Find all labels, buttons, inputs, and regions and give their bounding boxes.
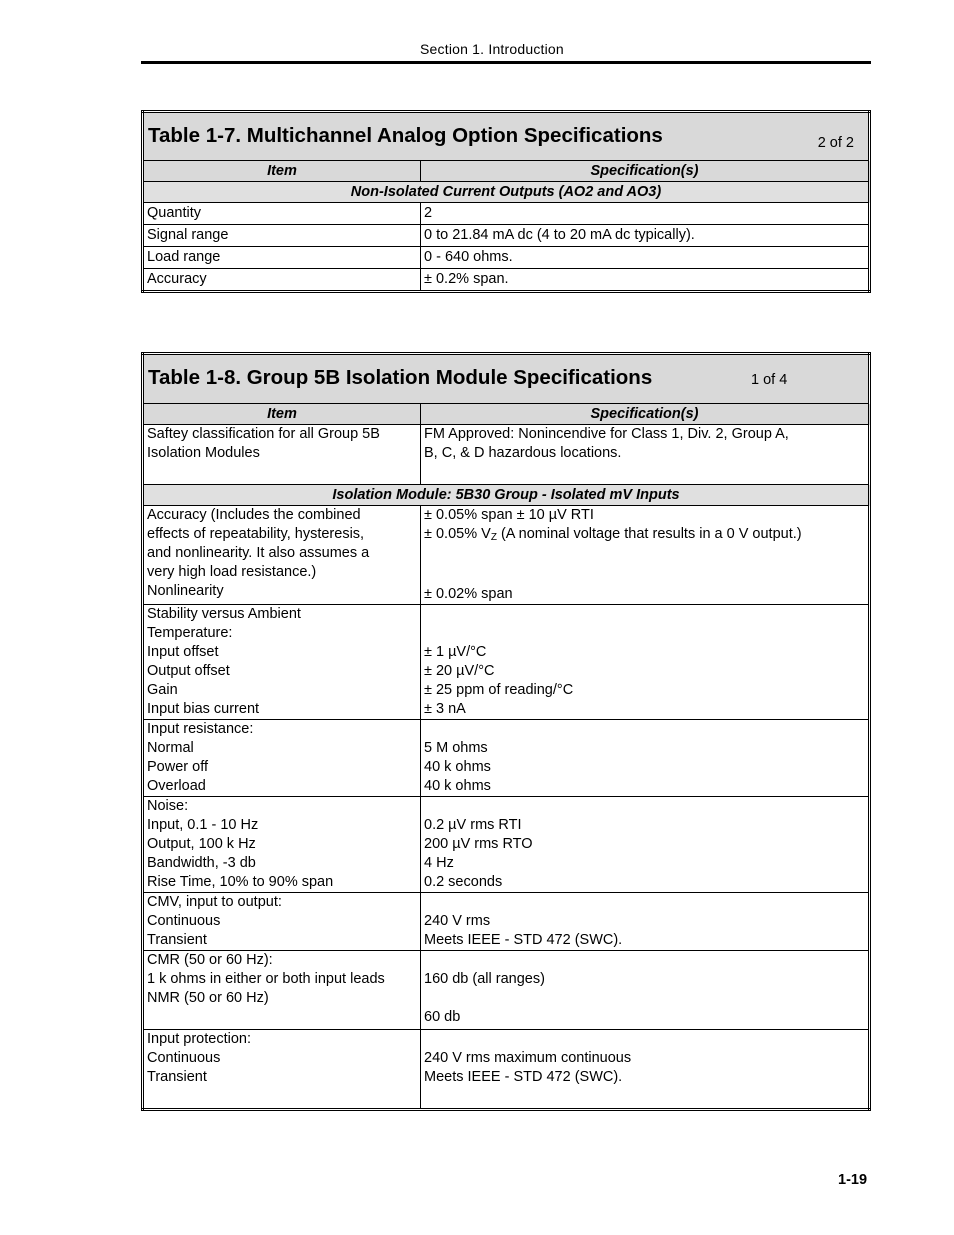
column-header-row <box>143 161 870 182</box>
section-header-row <box>143 182 870 203</box>
item-line: Input offset <box>147 644 219 660</box>
item-line: Stability versus Ambient <box>147 606 301 622</box>
row-spec <box>421 605 870 720</box>
table-title-row <box>143 354 870 404</box>
item-line: Transient <box>147 932 207 948</box>
item-line: Rise Time, 10% to 90% span <box>147 874 334 890</box>
table-row <box>143 797 870 893</box>
spec-line: ± 1 µV/°C <box>424 644 487 660</box>
spacer <box>424 566 865 585</box>
table-row <box>143 425 870 485</box>
row-item <box>143 506 421 605</box>
column-header-row <box>143 404 870 425</box>
spec-line: ± 3 nA <box>424 701 466 717</box>
item-line: Overload <box>147 778 206 794</box>
spec-line <box>424 525 865 547</box>
item-line: Power off <box>147 759 208 775</box>
spec-text: ± 0.05% V <box>424 526 491 542</box>
spec-line: ± 0.02% span <box>424 586 513 602</box>
row-item <box>143 425 421 485</box>
spec-line: 5 M ohms <box>424 740 488 756</box>
spec-line: 40 k ohms <box>424 759 491 775</box>
running-head: Section 1. Introduction <box>420 41 564 57</box>
page-indicator: 1 of 4 <box>751 372 788 388</box>
row-item <box>143 720 421 797</box>
row-spec: 0 to 21.84 mA dc (4 to 20 mA dc typically). <box>421 225 870 247</box>
spacer <box>424 624 865 643</box>
table-title: Table 1-8. Group 5B Isolation Module Specifications <box>148 366 653 389</box>
table-row <box>143 203 870 225</box>
item-line: Temperature: <box>147 625 233 641</box>
table-row <box>143 951 870 1030</box>
section-header-row <box>143 485 870 506</box>
spec-line: ± 25 ppm of reading/°C <box>424 682 574 698</box>
table-row <box>143 720 870 797</box>
item-line: Noise: <box>147 798 189 814</box>
item-line: Transient <box>147 1069 207 1085</box>
page-indicator: 2 of 2 <box>817 135 854 151</box>
table-row <box>143 506 870 605</box>
spec-line: 40 k ohms <box>424 778 491 794</box>
row-item: Quantity <box>143 203 421 225</box>
row-spec <box>421 797 870 893</box>
spec-line: 0.2 seconds <box>424 874 503 890</box>
spacer <box>424 989 865 1008</box>
spacer <box>424 893 865 912</box>
table-1-7 <box>141 110 871 293</box>
column-header-spec: Specification(s) <box>421 161 870 182</box>
row-item <box>143 797 421 893</box>
spacer <box>424 951 865 970</box>
row-item <box>143 893 421 951</box>
row-spec <box>421 720 870 797</box>
table-row <box>143 893 870 951</box>
spacer <box>424 605 865 624</box>
spec-line: 240 V rms <box>424 913 491 929</box>
spec-line: B, C, & D hazardous locations. <box>424 445 622 461</box>
table-1-8 <box>141 352 871 1111</box>
table-title-row <box>143 112 870 161</box>
item-line: Isolation Modules <box>147 445 260 461</box>
table-row <box>143 605 870 720</box>
row-item <box>143 951 421 1030</box>
spec-line: 240 V rms maximum continuous <box>424 1050 632 1066</box>
row-spec <box>421 506 870 605</box>
table-row <box>143 269 870 292</box>
row-spec: ± 0.2% span. <box>421 269 870 292</box>
row-spec <box>421 425 870 485</box>
row-item: Load range <box>143 247 421 269</box>
table-row <box>143 225 870 247</box>
item-line: Input bias current <box>147 701 260 717</box>
section-header: Isolation Module: 5B30 Group - Isolated mV Inputs <box>143 485 870 506</box>
row-spec: 2 <box>421 203 870 225</box>
item-line: and nonlinearity. It also assumes a <box>147 545 370 561</box>
spacer <box>424 547 865 566</box>
header-rule <box>141 61 871 64</box>
item-line: Input, 0.1 - 10 Hz <box>147 817 259 833</box>
item-line: CMR (50 or 60 Hz): <box>147 952 273 968</box>
table-row <box>143 1030 870 1110</box>
row-spec: 0 - 640 ohms. <box>421 247 870 269</box>
item-line: effects of repeatability, hysteresis, <box>147 526 365 542</box>
row-spec <box>421 893 870 951</box>
section-header: Non-Isolated Current Outputs (AO2 and AO3) <box>143 182 870 203</box>
item-line: NMR (50 or 60 Hz) <box>147 990 269 1006</box>
row-item: Signal range <box>143 225 421 247</box>
item-line: Gain <box>147 682 178 698</box>
item-line: Continuous <box>147 913 221 929</box>
item-line: Continuous <box>147 1050 221 1066</box>
table-title: Table 1-7. Multichannel Analog Option Specifications <box>148 123 663 147</box>
item-line: Input protection: <box>147 1031 251 1047</box>
spacer <box>424 797 865 816</box>
subscript: Z <box>490 532 497 543</box>
spec-line: 0.2 µV rms RTI <box>424 817 522 833</box>
item-line: Bandwidth, -3 db <box>147 855 256 871</box>
table-row <box>143 247 870 269</box>
spec-line: Meets IEEE - STD 472 (SWC). <box>424 932 623 948</box>
spec-line: 160 db (all ranges) <box>424 971 545 987</box>
item-line: Saftey classification for all Group 5B <box>147 426 380 442</box>
column-header-spec: Specification(s) <box>421 404 870 425</box>
column-header-item: Item <box>143 404 421 425</box>
spec-line: ± 20 µV/°C <box>424 663 495 679</box>
item-line: very high load resistance.) <box>147 564 317 580</box>
item-line: 1 k ohms in either or both input leads <box>147 971 385 987</box>
spec-line: ± 0.05% span ± 10 µV RTI <box>424 507 594 523</box>
row-spec <box>421 951 870 1030</box>
spec-line: Meets IEEE - STD 472 (SWC). <box>424 1069 623 1085</box>
spacer <box>424 720 865 739</box>
item-line: Normal <box>147 740 194 756</box>
page-number: 1-19 <box>838 1172 868 1188</box>
spec-line: FM Approved: Nonincendive for Class 1, Div. 2, Group A, <box>424 426 789 442</box>
item-line: Accuracy (Includes the combined <box>147 507 361 523</box>
item-line: Input resistance: <box>147 721 254 737</box>
spacer <box>424 1030 865 1049</box>
row-item: Accuracy <box>143 269 421 292</box>
spec-line: 200 µV rms RTO <box>424 836 533 852</box>
item-line: Nonlinearity <box>147 583 224 599</box>
item-line: CMV, input to output: <box>147 894 282 910</box>
column-header-item: Item <box>143 161 421 182</box>
row-item <box>143 1030 421 1110</box>
row-spec <box>421 1030 870 1110</box>
spec-line: 60 db <box>424 1009 461 1025</box>
item-line: Output offset <box>147 663 230 679</box>
row-item <box>143 605 421 720</box>
spec-line: 4 Hz <box>424 855 454 871</box>
spec-text: (A nominal voltage that results in a 0 V output.) <box>496 526 802 542</box>
item-line: Output, 100 k Hz <box>147 836 256 852</box>
